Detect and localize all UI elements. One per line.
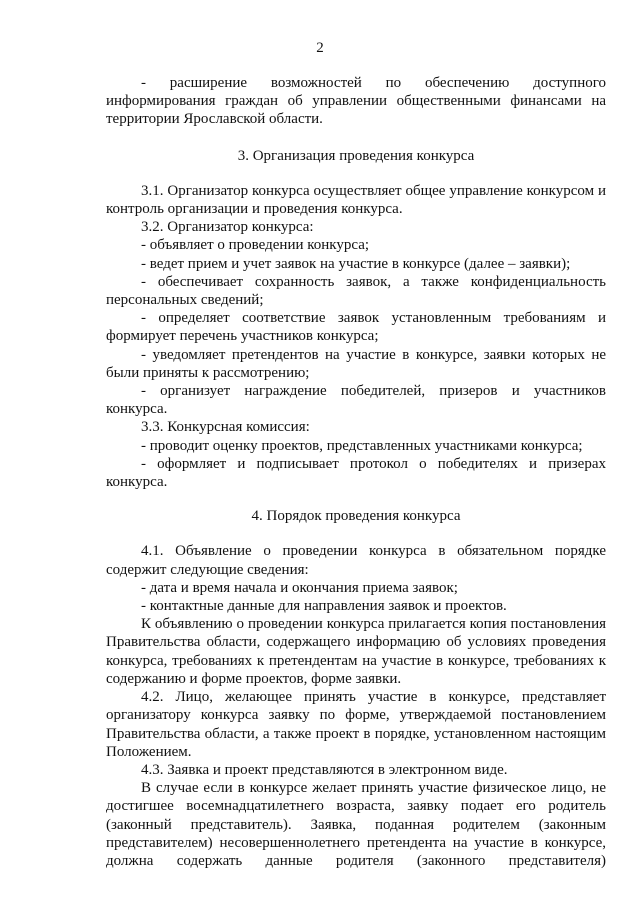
intro-item: - расширение возможностей по обеспечению доступного информирования граждан об управлении общественными финансами на территории Ярославской области. (106, 75, 606, 128)
list-item: - обеспечивает сохранность заявок, а также конфиденциальность персональных сведений; (106, 273, 606, 309)
list-item: - организует награждение победителей, призеров и участников конкурса. (106, 383, 606, 418)
paragraph-4-1: 4.1. Объявление о проведении конкурса в обязательном порядке содержит следующие сведения: (106, 543, 606, 578)
paragraph-4-3: 4.3. Заявка и проект представляются в электронном виде. (141, 761, 508, 778)
list-item: - проводит оценку проектов, представленных участниками конкурса; (141, 437, 583, 454)
section-3-heading: 3. Организация проведения конкурса (237, 147, 475, 164)
paragraph-3-2: 3.2. Организатор конкурса: (141, 219, 314, 236)
list-item: - объявляет о проведении конкурса; (141, 237, 370, 254)
paragraph-attachment: К объявлению о проведении конкурса прилагается копия постановления Правительства области, содержащего информацию об условиях проведения конкурса, требованиях к претендентам на участие в конкурсе, требованиях к содержанию и форме проектов, форме заявки. (106, 616, 606, 687)
list-item: - ведет прием и учет заявок на участие в конкурсе (далее – заявки); (141, 255, 571, 272)
paragraph-3-1: 3.1. Организатор конкурса осуществляет общее управление конкурсом и контроль организации и проведения конкурса. (106, 182, 606, 218)
list-item: - уведомляет претендентов на участие в конкурсе, заявки которых не были приняты к рассмотрению; (106, 346, 606, 381)
paragraph-4-2: 4.2. Лицо, желающее принять участие в конкурсе, представляет организатору конкурса заявку по форме, утверждаемой постановлением Правительства области, а также проект в порядке, установленном настоящим Положением. (106, 689, 606, 760)
list-item: - дата и время начала и окончания приема заявок; (141, 579, 458, 596)
list-item: - контактные данные для направления заявок и проектов. (141, 598, 507, 615)
paragraph-3-3: 3.3. Конкурсная комиссия: (141, 419, 310, 436)
paragraph-minor-applicant: В случае если в конкурсе желает принять участие физическое лицо, не достигшее восемнадцатилетнего возраста, заявку подает его родитель (законный представитель). Заявка, поданная родителем (законным представителем) несовершеннолетнего претендента на участие в конкурсе, должна содержать данные родителя (законного представителя) (106, 780, 606, 869)
page-number: 2 (316, 40, 324, 56)
list-item: - определяет соответствие заявок установленным требованиям и формирует перечень участников конкурса; (106, 310, 606, 345)
section-4-heading: 4. Порядок проведения конкурса (251, 508, 461, 525)
document-body (106, 74, 606, 870)
list-item: - оформляет и подписывает протокол о победителях и призерах конкурса. (106, 455, 606, 491)
